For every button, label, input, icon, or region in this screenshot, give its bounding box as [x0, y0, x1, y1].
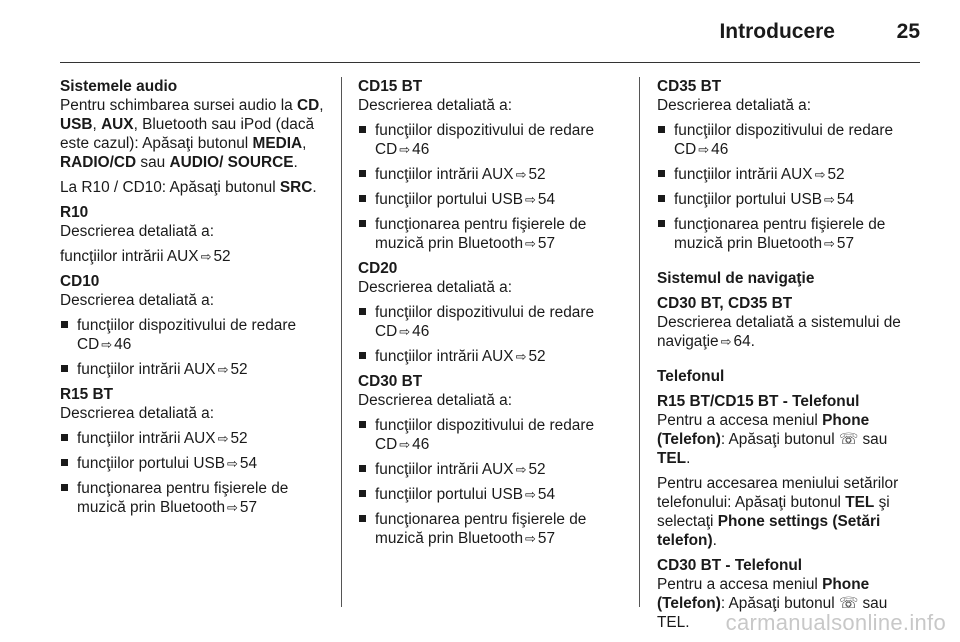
item-text: funcţiilor intrării AUX	[375, 166, 514, 183]
section-heading: CD35 BT	[657, 78, 722, 95]
text: Pentru schimbarea sursei audio la	[60, 97, 297, 114]
section-heading: CD10	[60, 273, 100, 290]
bold-term: MEDIA	[252, 135, 303, 152]
page-ref-arrow-icon: ⇨	[824, 192, 835, 207]
bullet-icon	[658, 195, 665, 202]
column-divider	[341, 77, 342, 607]
bullet-icon	[61, 365, 68, 372]
page-ref-arrow-icon: ⇨	[824, 236, 835, 251]
bullet-icon	[359, 308, 366, 315]
text: : Apăsaţi butonul	[720, 595, 839, 612]
description: Descrierea detaliată a:	[60, 292, 214, 309]
bullet-icon	[359, 126, 366, 133]
bullet-icon	[61, 484, 68, 491]
paragraph	[60, 178, 330, 197]
bullet-icon	[359, 220, 366, 227]
bullet-icon	[61, 434, 68, 441]
bullet-icon	[359, 465, 366, 472]
item-text: funcţiilor dispozitivului de redare CD	[674, 122, 894, 158]
page-ref: 52	[213, 248, 231, 265]
description: Descrierea detaliată a:	[358, 279, 512, 296]
page-ref: 46	[412, 436, 430, 453]
paragraph	[60, 96, 330, 172]
page-ref: 52	[528, 166, 546, 183]
list-item	[358, 190, 620, 209]
bold-term: AUX	[101, 116, 134, 133]
text: Pentru a accesa meniul	[657, 412, 823, 429]
subsection-heading: R15 BT/CD15 BT - Telefonul	[657, 393, 860, 410]
paragraph	[657, 474, 919, 550]
text: .	[750, 333, 755, 350]
item-text: funcţiilor portului USB	[77, 455, 225, 472]
bullet-icon	[658, 126, 665, 133]
list-item	[657, 190, 919, 209]
bullet-icon	[658, 170, 665, 177]
item-text: funcţiilor dispozitivului de redare CD	[375, 417, 595, 453]
text: ,	[92, 116, 102, 133]
bullet-list	[358, 303, 620, 366]
bullet-icon	[61, 459, 68, 466]
page-ref-arrow-icon: ⇨	[515, 349, 527, 364]
bullet-icon	[359, 515, 366, 522]
bold-term: Phone (Telefon)	[657, 576, 870, 612]
page-ref-arrow-icon: ⇨	[217, 362, 229, 377]
page-ref-arrow-icon: ⇨	[515, 462, 527, 477]
item-text: funcţionarea pentru fişierele de muzică prin Bluetooth	[674, 216, 886, 252]
page-ref-arrow-icon: ⇨	[720, 334, 732, 349]
page-ref: 46	[412, 323, 430, 340]
text: ,	[319, 97, 324, 114]
page-ref-arrow-icon: ⇨	[227, 500, 238, 515]
bold-term: Phone (Telefon)	[657, 412, 870, 448]
paragraph	[657, 411, 919, 468]
text: sau TEL.	[657, 595, 888, 631]
column-2	[358, 77, 620, 548]
page-ref-arrow-icon: ⇨	[525, 531, 536, 546]
page-ref-arrow-icon: ⇨	[525, 487, 536, 502]
text: Descrierea detaliată a sistemului de navigaţie	[657, 314, 901, 350]
description: Descrierea detaliată a:	[60, 405, 214, 422]
page-ref: 46	[412, 141, 430, 158]
bullet-icon	[359, 352, 366, 359]
list-item	[657, 215, 919, 253]
bullet-icon	[359, 170, 366, 177]
page-header	[60, 0, 920, 63]
bullet-icon	[359, 490, 366, 497]
subsection-heading: CD30 BT - Telefonul	[657, 557, 803, 574]
item-text: funcţiilor dispozitivului de redare CD	[77, 317, 297, 353]
text: : Apăsaţi butonul	[720, 431, 839, 448]
page-title: Introducere	[719, 20, 835, 43]
bold-term: TEL	[657, 450, 687, 467]
list-item	[358, 165, 620, 184]
item-text: funcţiilor intrării AUX	[375, 461, 514, 478]
paragraph	[657, 313, 919, 351]
page-ref-arrow-icon: ⇨	[227, 456, 238, 471]
bullet-icon	[359, 195, 366, 202]
text: şi selectaţi	[657, 494, 890, 530]
bold-term: AUDIO/ SOURCE	[169, 154, 294, 171]
text: , Bluetooth sau iPod (dacă este cazul): Apăsaţi butonul	[60, 116, 315, 152]
text: sau	[136, 154, 170, 171]
page-ref: 46	[114, 336, 132, 353]
page-ref-arrow-icon: ⇨	[101, 337, 113, 352]
section-heading: R15 BT	[60, 386, 114, 403]
page-ref: 57	[537, 235, 556, 252]
text: .	[686, 450, 691, 467]
list-item	[358, 303, 620, 341]
list-item	[358, 485, 620, 504]
page-ref: 54	[537, 191, 556, 208]
page-ref: 57	[836, 235, 855, 252]
text: .	[312, 179, 317, 196]
page-number: 25	[896, 20, 920, 43]
bold-term: CD	[296, 97, 320, 114]
page-ref: 54	[836, 191, 855, 208]
section-heading: Telefonul	[657, 368, 725, 385]
description: Descrierea detaliată a:	[358, 97, 512, 114]
page-ref: 57	[537, 530, 556, 547]
item-text: funcţiilor portului USB	[375, 486, 523, 503]
list-item	[358, 121, 620, 159]
item-text: funcţiilor intrării AUX	[375, 348, 514, 365]
list-item	[358, 215, 620, 253]
bold-term: SRC	[279, 179, 313, 196]
list-item	[60, 316, 330, 354]
subsection-heading: CD30 BT, CD35 BT	[657, 295, 793, 312]
page-ref-arrow-icon: ⇨	[525, 192, 536, 207]
list-item	[657, 165, 919, 184]
reference-line	[60, 247, 330, 266]
page-ref-arrow-icon: ⇨	[200, 249, 212, 264]
bold-term: TEL	[845, 494, 875, 511]
list-item	[60, 429, 330, 448]
bullet-icon	[359, 421, 366, 428]
column-3	[657, 77, 919, 632]
item-text: funcţiilor intrării AUX	[77, 361, 216, 378]
column-divider	[639, 77, 640, 607]
text: .	[712, 532, 717, 549]
bullet-list	[60, 429, 330, 517]
text: funcţiilor intrării AUX	[60, 248, 199, 265]
page-ref: 57	[239, 499, 258, 516]
text: ,	[302, 135, 307, 152]
item-text: funcţiilor intrării AUX	[674, 166, 813, 183]
page-ref-arrow-icon: ⇨	[399, 437, 411, 452]
page-ref-arrow-icon: ⇨	[515, 167, 527, 182]
description: Descrierea detaliată a:	[358, 392, 512, 409]
page-ref: 52	[230, 430, 248, 447]
bullet-icon	[61, 321, 68, 328]
item-text: funcţiilor portului USB	[375, 191, 523, 208]
page-ref-arrow-icon: ⇨	[525, 236, 536, 251]
item-text: funcţiilor intrării AUX	[77, 430, 216, 447]
item-text: funcţionarea pentru fişierele de muzică prin Bluetooth	[375, 511, 587, 547]
page-ref-arrow-icon: ⇨	[698, 142, 710, 157]
section-heading: CD15 BT	[358, 78, 423, 95]
column-1	[60, 77, 330, 517]
bold-term: RADIO/CD	[60, 154, 137, 171]
text: Pentru accesarea meniului setărilor telefonului: Apăsaţi butonul	[657, 475, 899, 511]
page-ref: 54	[239, 455, 258, 472]
list-item	[358, 510, 620, 548]
page-ref: 54	[537, 486, 556, 503]
list-item	[60, 454, 330, 473]
section-heading: CD30 BT	[358, 373, 423, 390]
phone-icon: ☏	[838, 431, 859, 448]
page-ref: 64	[733, 333, 751, 350]
description: Descrierea detaliată a:	[657, 97, 811, 114]
list-item	[358, 416, 620, 454]
bullet-list	[657, 121, 919, 253]
page-ref-arrow-icon: ⇨	[399, 324, 411, 339]
list-item	[60, 479, 330, 517]
page-ref-arrow-icon: ⇨	[399, 142, 411, 157]
phone-icon: ☏	[838, 595, 859, 612]
bullet-list	[60, 316, 330, 379]
item-text: funcţiilor portului USB	[674, 191, 822, 208]
bullet-list	[358, 121, 620, 253]
bold-term: Phone settings (Setări telefon)	[657, 513, 881, 549]
section-heading: Sistemele audio	[60, 78, 178, 95]
list-item	[657, 121, 919, 159]
page-ref-arrow-icon: ⇨	[217, 431, 229, 446]
bullet-icon	[658, 220, 665, 227]
page-ref: 52	[528, 461, 546, 478]
item-text: funcţionarea pentru fişierele de muzică prin Bluetooth	[77, 480, 289, 516]
list-item	[358, 460, 620, 479]
page-ref: 52	[528, 348, 546, 365]
bold-term: USB	[60, 116, 93, 133]
page-ref: 52	[827, 166, 845, 183]
section-heading: Sistemul de navigaţie	[657, 270, 815, 287]
text: Pentru a accesa meniul	[657, 576, 823, 593]
section-heading: R10	[60, 204, 89, 221]
page-ref-arrow-icon: ⇨	[814, 167, 826, 182]
item-text: funcţionarea pentru fişierele de muzică prin Bluetooth	[375, 216, 587, 252]
list-item	[60, 360, 330, 379]
text: .	[293, 154, 298, 171]
text: sau	[858, 431, 888, 448]
item-text: funcţiilor dispozitivului de redare CD	[375, 304, 595, 340]
watermark: carmanualsonline.info	[725, 610, 946, 635]
bullet-list	[358, 416, 620, 548]
item-text: funcţiilor dispozitivului de redare CD	[375, 122, 595, 158]
description: Descrierea detaliată a:	[60, 223, 214, 240]
section-heading: CD20	[358, 260, 398, 277]
page-ref: 46	[711, 141, 729, 158]
list-item	[358, 347, 620, 366]
text: La R10 / CD10: Apăsaţi butonul	[60, 179, 280, 196]
page-ref: 52	[230, 361, 248, 378]
